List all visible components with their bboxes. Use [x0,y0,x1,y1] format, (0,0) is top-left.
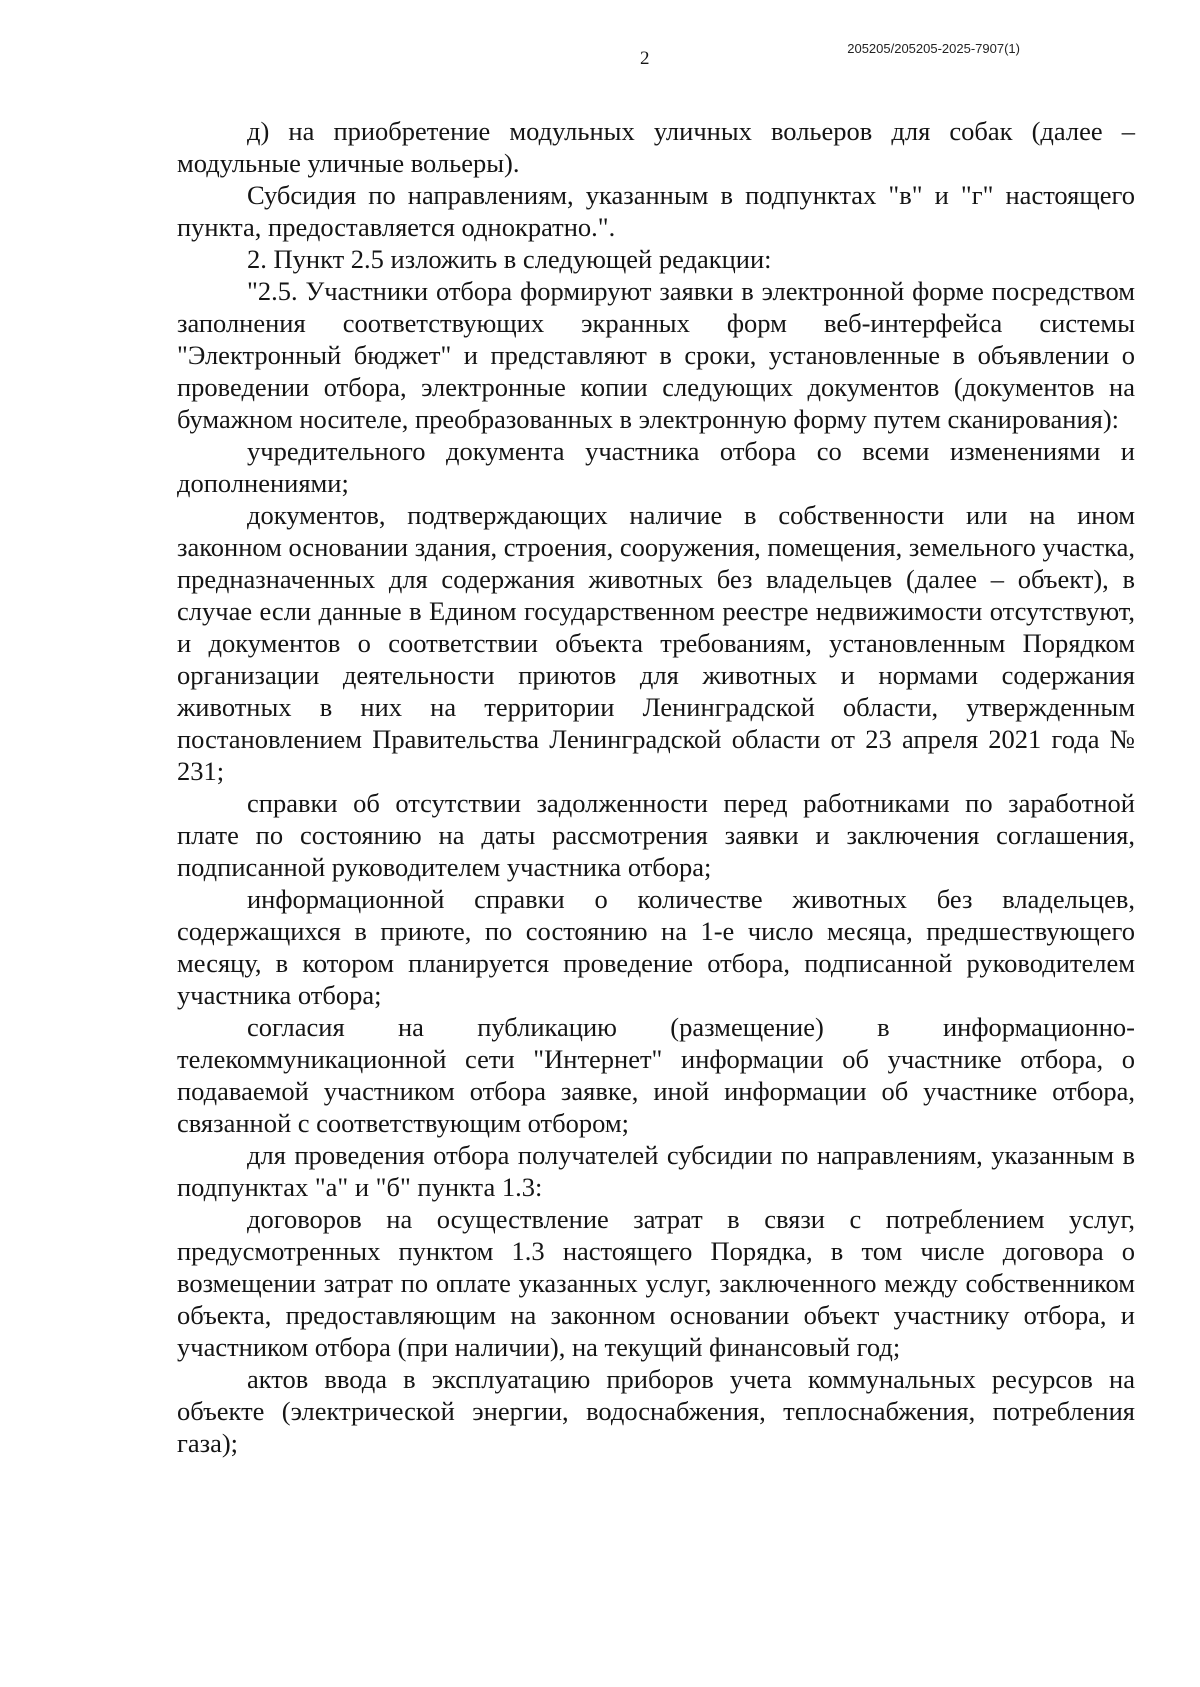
paragraph-meter-acts: актов ввода в эксплуатацию приборов учета коммунальных ресурсов на объекте (электрической энергии, водоснабжения, теплоснабжения, потребления газа); [177,1364,1135,1458]
paragraph-property-docs: документов, подтверждающих наличие в собственности или на ином законном основании здания, строения, сооружения, помещения, земельного участка, предназначенных для содержания животных без владельцев (далее – объект), в случае если данные в Едином государственном реестре недвижимости отсутствуют, и документов о соответствии объекта требованиям, установленным Порядком организации деятельности приютов для животных и нормами содержания животных в них на территории Ленинградской области, утвержденным постановлением Правительства Ленинградской области от 23 апреля 2021 года № 231; [177,500,1135,786]
paragraph-point-2: 2. Пункт 2.5 изложить в следующей редакции: [247,244,772,274]
paragraph-contracts: договоров на осуществление затрат в связи с потреблением услуг, предусмотренных пунктом 1.3 настоящего Порядка, в том числе договора о возмещении затрат по оплате указанных услуг, заключенного между собственником объекта, предоставляющим на законном основании объект участнику отбора, и участником отбора (при наличии), на текущий финансовый год; [177,1204,1135,1362]
paragraph-publication-consent: согласия на публикацию (размещение) в информационно-телекоммуникационной сети "Интернет" информации об участнике отбора, о подаваемой участником отбора заявке, иной информации об участнике отбора, связанной с соответствующим отбором; [177,1012,1135,1138]
page-number: 2 [640,48,650,69]
paragraph-subsidy-once: Субсидия по направлениям, указанным в подпунктах "в" и "г" настоящего пункта, предоставляется однократно.". [177,180,1135,242]
paragraph-animal-count: информационной справки о количестве животных без владельцев, содержащихся в приюте, по состоянию на 1-е число месяца, предшествующего месяцу, в котором планируется проведение отбора, подписанной руководителем участника отбора; [177,884,1135,1010]
paragraph-item-d: д) на приобретение модульных уличных вольеров для собак (далее – модульные уличные вольеры). [177,116,1135,178]
paragraph-wage-debt: справки об отсутствии задолженности перед работниками по заработной плате по состоянию на даты рассмотрения заявки и заключения соглашения, подписанной руководителем участника отбора; [177,788,1135,882]
document-id: 205205/205205-2025-7907(1) [847,41,1020,56]
paragraph-selection-a-b: для проведения отбора получателей субсидии по направлениям, указанным в подпунктах "а" и "б" пункта 1.3: [177,1140,1135,1202]
paragraph-2-5: "2.5. Участники отбора формируют заявки в электронной форме посредством заполнения соответствующих экранных форм веб-интерфейса системы "Электронный бюджет" и представляют в сроки, установленные в объявлении о проведении отбора, электронные копии следующих документов (документов на бумажном носителе, преобразованных в электронную форму путем сканирования): [177,276,1135,434]
document-body [177,115,1135,1459]
paragraph-founding-doc: учредительного документа участника отбора со всеми изменениями и дополнениями; [177,436,1135,498]
